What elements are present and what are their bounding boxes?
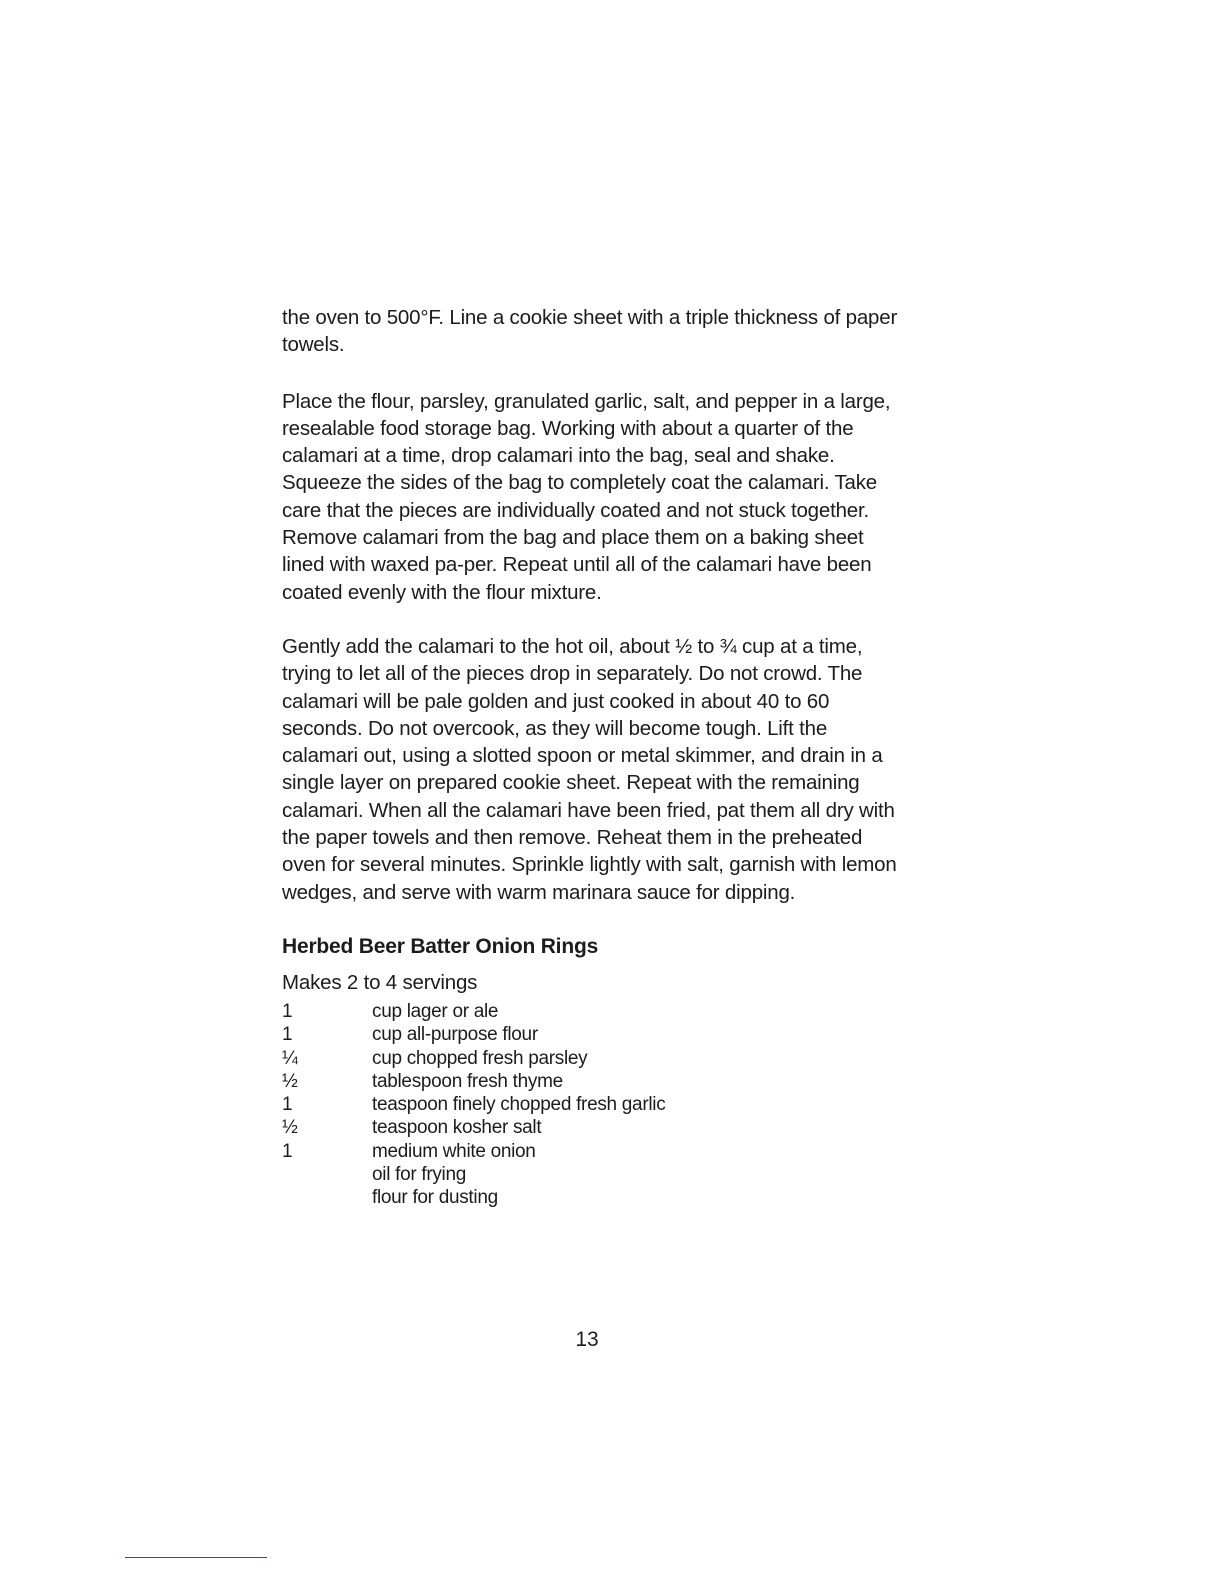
ingredient-quantity: 1 (282, 1000, 293, 1022)
ingredient-name: cup lager or ale (372, 1000, 499, 1022)
instruction-paragraph: Place the flour, parsley, granulated garlic, salt, and pepper in a large, resealable food storage bag. Working with about a quarter of the calamari at a time, drop calamari into the bag, seal and shake. Squeeze the sides of the bag to completely coat the calamari. Take care that the pieces are individually coated and not stuck together. Remove calamari from the bag and place them on a baking sheet lined with waxed pa-per. Repeat until all of the calamari have been coated evenly with the flour mixture. (282, 389, 891, 604)
footnote-separator-line (125, 1557, 267, 1558)
page-content (282, 304, 902, 1210)
ingredient-row (282, 1000, 902, 1023)
ingredient-quantity: 1 (282, 1094, 293, 1116)
ingredient-name: teaspoon kosher salt (372, 1117, 542, 1139)
ingredient-row (282, 1163, 902, 1186)
ingredient-quantity: 1 (282, 1024, 293, 1046)
ingredient-row (282, 1186, 902, 1209)
ingredient-name: teaspoon finely chopped fresh garlic (372, 1094, 666, 1116)
ingredient-name: cup all-purpose flour (372, 1024, 538, 1046)
ingredient-name: medium white onion (372, 1140, 536, 1162)
ingredient-row (282, 1116, 902, 1139)
ingredient-row (282, 1093, 902, 1116)
ingredient-row (282, 1023, 902, 1046)
ingredient-row (282, 1140, 902, 1163)
ingredient-row (282, 1070, 902, 1093)
ingredient-row (282, 1047, 902, 1070)
instruction-paragraph: Gently add the calamari to the hot oil, about ½ to ¾ cup at a time, trying to let all of the pieces drop in separately. Do not crowd. The calamari will be pale golden and just cooked in about 40 to 60 seconds. Do not overcook, as they will become tough. Lift the calamari out, using a slotted spoon or metal skimmer, and drain in a single layer on prepared cookie sheet. Repeat with the remaining calamari. When all the calamari have been fried, pat them all dry with the paper towels and then remove. Reheat them in the preheated oven for several minutes. Sprinkle lightly with salt, garnish with lemon wedges, and serve with warm marinara sauce for dipping. (282, 634, 897, 904)
ingredient-quantity (282, 1186, 372, 1209)
ingredient-quantity: ½ (282, 1070, 298, 1092)
recipe-title: Herbed Beer Batter Onion Rings (282, 934, 599, 958)
ingredient-list (282, 1000, 902, 1210)
ingredient-quantity: ¼ (282, 1047, 298, 1069)
page-number: 13 (575, 1328, 599, 1351)
ingredient-name: tablespoon fresh thyme (372, 1070, 563, 1092)
ingredient-name: cup chopped fresh parsley (372, 1047, 588, 1069)
ingredient-name: flour for dusting (372, 1187, 498, 1209)
ingredient-quantity: 1 (282, 1140, 293, 1162)
ingredient-quantity (282, 1163, 372, 1186)
instruction-paragraph: the oven to 500°F. Line a cookie sheet with a triple thickness of paper towels. (282, 306, 898, 357)
ingredient-name: oil for frying (372, 1164, 467, 1186)
recipe-servings: Makes 2 to 4 servings (282, 970, 478, 994)
ingredient-quantity: ½ (282, 1117, 298, 1139)
